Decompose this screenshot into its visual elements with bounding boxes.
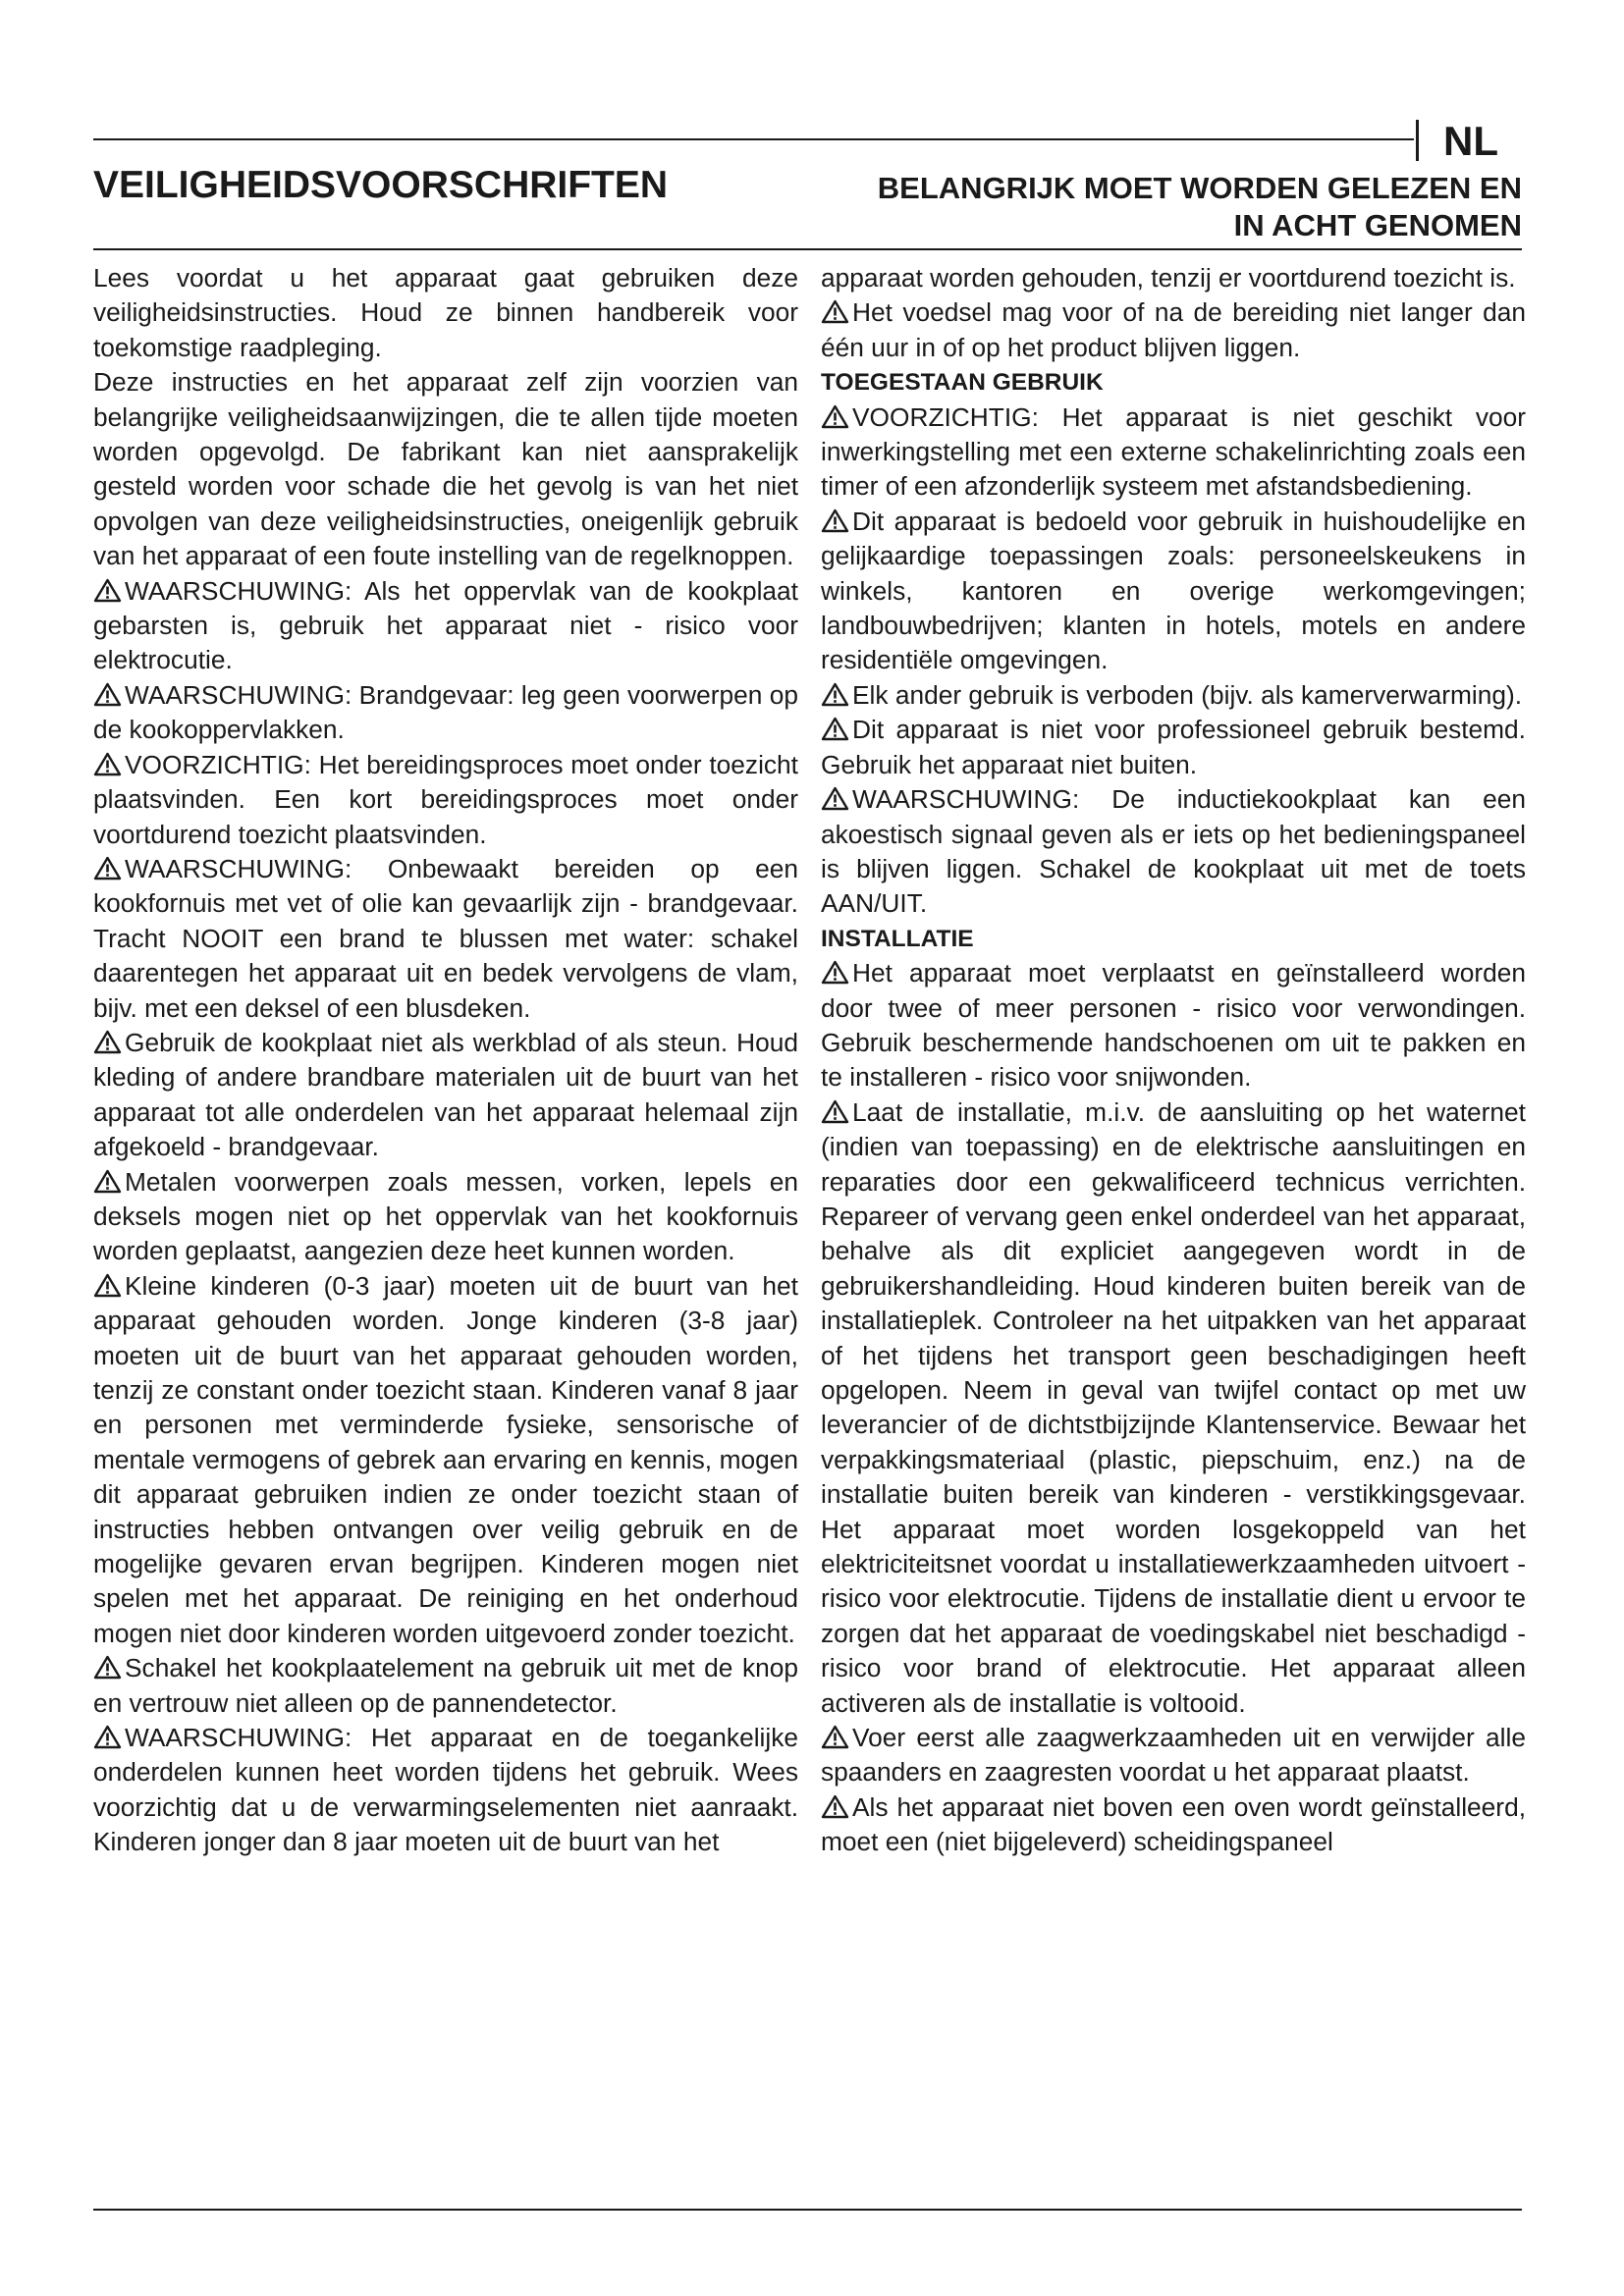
section-heading-text: INSTALLATIE xyxy=(821,925,974,952)
warning-triangle-icon xyxy=(821,682,849,707)
footer-rule xyxy=(93,2209,1522,2211)
paragraph xyxy=(821,261,1526,295)
right-column xyxy=(821,261,1526,1860)
paragraph xyxy=(93,1651,798,1721)
header-rule xyxy=(93,248,1522,250)
section-heading xyxy=(821,922,1526,956)
paragraph xyxy=(821,678,1526,713)
paragraph-text: Het voedsel mag voor of na de bereiding niet langer dan één uur in of op het product blijven liggen. xyxy=(821,297,1526,362)
paragraph-text: Het apparaat moet verplaatst en geïnstalleerd worden door twee of meer personen - risico voor verwondingen. Gebruik beschermende handschoenen om uit te pakken en te installeren - risico voor snijwonden. xyxy=(821,958,1526,1093)
paragraph xyxy=(821,956,1526,1095)
warning-triangle-icon xyxy=(93,856,122,881)
paragraph-text: WAARSCHUWING: Brandgevaar: leg geen voorwerpen op de kookoppervlakken. xyxy=(93,679,798,745)
paragraph xyxy=(93,574,798,678)
warning-triangle-icon xyxy=(93,1655,122,1680)
warning-triangle-icon xyxy=(821,960,849,985)
paragraph-text: Schakel het kookplaatelement na gebruik uit met de knop en vertrouw niet alleen op de pannendetector. xyxy=(93,1653,798,1718)
paragraph-text: Voer eerst alle zaagwerkzaamheden uit en verwijder alle spaanders en zaagresten voordat u het apparaat plaatst. xyxy=(821,1723,1526,1788)
left-column xyxy=(93,261,798,1860)
section-heading xyxy=(821,365,1526,400)
paragraph-text: WAARSCHUWING: Het apparaat en de toegankelijke onderdelen kunnen heet worden tijdens het gebruik. Wees voorzichtig dat u de verwarmingselementen niet aanraakt. Kinderen jonger dan 8 jaar moeten uit de buurt van het xyxy=(93,1723,798,1857)
paragraph-text: VOORZICHTIG: Het apparaat is niet geschikt voor inwerkingstelling met een externe schakelinrichting zoals een timer of een afzonderlijk systeem met afstandsbediening. xyxy=(821,401,1526,502)
page-subtitle xyxy=(776,170,1522,244)
warning-triangle-icon xyxy=(821,299,849,324)
paragraph xyxy=(93,261,798,365)
warning-triangle-icon xyxy=(93,1169,122,1194)
warning-triangle-icon xyxy=(821,508,849,533)
paragraph-text: Elk ander gebruik is verboden (bijv. als kamerverwarming). xyxy=(852,679,1523,710)
section-heading-text: TOEGESTAAN GEBRUIK xyxy=(821,369,1104,397)
paragraph-text: Dit apparaat is bedoeld voor gebruik in huishoudelijke en gelijkaardige toepassingen zoals: personeelskeukens in winkels, kantoren en overige werkomgevingen; landbouwbedrijven; klanten in hotels, motels en andere residentiële omgevingen. xyxy=(821,506,1526,675)
top-rule xyxy=(93,138,1414,140)
paragraph-text: Kleine kinderen (0-3 jaar) moeten uit de buurt van het apparaat gehouden worden. Jonge kinderen (3-8 jaar) moeten uit de buurt van het apparaat gehouden worden, tenzij ze constant onder toezicht staan. Kinderen vanaf 8 jaar en personen met verminderde fysieke, sensorische of mentale vermogens of gebrek aan ervaring en kennis, mogen dit apparaat gebruiken indien ze onder toezicht staan of instructies hebben ontvangen over veilig gebruik en de mogelijke gevaren ervan begrijpen. Kinderen mogen niet spelen met het apparaat. De reiniging en het onderhoud mogen niet door kinderen worden uitgevoerd zonder toezicht. xyxy=(93,1270,798,1648)
paragraph-text: Deze instructies en het apparaat zelf zijn voorzien van belangrijke veiligheidsaanwijzingen, die te allen tijde moeten worden opgevolgd. De fabrikant kan niet aansprakelijk gesteld worden voor schade die het gevolg is van het niet opvolgen van deze veiligheidsinstructies, oneigenlijk gebruik van het apparaat of een foute instelling van de regelknoppen. xyxy=(93,367,798,571)
page-subtitle-line-1: BELANGRIJK MOET WORDEN GELEZEN EN xyxy=(877,171,1522,205)
warning-triangle-icon xyxy=(93,752,122,776)
warning-triangle-icon xyxy=(93,1725,122,1749)
paragraph xyxy=(93,748,798,852)
paragraph-text: VOORZICHTIG: Het bereidingsproces moet onder toezicht plaatsvinden. Een kort bereidingsproces moet onder voortdurend toezicht plaatsvinden. xyxy=(93,749,798,849)
paragraph-text: WAARSCHUWING: De inductiekookplaat kan een akoestisch signaal geven als er iets op het bedieningspaneel is blijven liggen. Schakel de kookplaat uit met de toets AAN/UIT. xyxy=(821,784,1526,919)
warning-triangle-icon xyxy=(821,1725,849,1749)
warning-triangle-icon xyxy=(93,1030,122,1054)
paragraph xyxy=(821,1721,1526,1790)
paragraph xyxy=(821,400,1526,505)
warning-triangle-icon xyxy=(821,1099,849,1124)
warning-triangle-icon xyxy=(821,1794,849,1819)
paragraph-text: Dit apparaat is niet voor professioneel gebruik bestemd. Gebruik het apparaat niet buiten. xyxy=(821,715,1526,779)
paragraph xyxy=(93,1269,798,1651)
paragraph-text: Laat de installatie, m.i.v. de aansluiting op het waternet (indien van toepassing) en de elektrische aansluitingen en reparaties door een gekwalificeerd technicus verrichten. Repareer of vervang geen enkel onderdeel van het apparaat, behalve als dit expliciet aangegeven wordt in de gebruikershandleiding. Houd kinderen buiten bereik van de installatieplek. Controleer na het uitpakken van het apparaat of het tijdens het transport geen beschadigingen heeft opgelopen. Neem in geval van twijfel contact op met uw leverancier of de dichtstbijzijnde Klantenservice. Bewaar het verpakkingsmateriaal (plastic, piepschuim, enz.) na de installatie buiten bereik van kinderen - verstikkingsgevaar. Het apparaat moet worden losgekoppeld van het elektriciteitsnet voordat u installatiewerkzaamheden uitvoert - risico voor elektrocutie. Tijdens de installatie dient u ervoor te zorgen dat het apparaat de voedingskabel niet beschadigd - risico voor brand of elektrocutie. Het apparaat alleen activeren als de installatie is voltooid. xyxy=(821,1096,1526,1718)
warning-triangle-icon xyxy=(93,682,122,707)
paragraph-text: Als het apparaat niet boven een oven wordt geïnstalleerd, moet een (niet bijgeleverd) scheidingspaneel xyxy=(821,1791,1526,1857)
warning-triangle-icon xyxy=(93,1273,122,1298)
paragraph xyxy=(93,678,798,748)
paragraph-text: Metalen voorwerpen zoals messen, vorken, lepels en deksels mogen niet op het oppervlak van het kookfornuis worden geplaatst, aangezien deze heet kunnen worden. xyxy=(93,1166,798,1266)
paragraph xyxy=(821,505,1526,678)
page-subtitle-line-2: IN ACHT GENOMEN xyxy=(1233,208,1522,242)
paragraph xyxy=(93,365,798,573)
paragraph xyxy=(821,713,1526,782)
paragraph-text: apparaat worden gehouden, tenzij er voortdurend toezicht is. xyxy=(821,263,1516,293)
language-code: NL xyxy=(1443,118,1498,164)
paragraph xyxy=(93,1165,798,1269)
paragraph xyxy=(821,782,1526,922)
warning-triangle-icon xyxy=(821,786,849,811)
paragraph-text: WAARSCHUWING: Als het oppervlak van de kookplaat gebarsten is, gebruik het apparaat niet - risico voor elektrocutie. xyxy=(93,575,798,675)
warning-triangle-icon xyxy=(821,404,849,429)
paragraph xyxy=(93,1721,798,1860)
paragraph-text: Lees voordat u het apparaat gaat gebruiken deze veiligheidsinstructies. Houd ze binnen handbereik voor toekomstige raadpleging. xyxy=(93,263,798,362)
paragraph-text: Gebruik de kookplaat niet als werkblad of als steun. Houd kleding of andere brandbare materialen uit de buurt van het apparaat tot alle onderdelen van het apparaat helemaal zijn afgekoeld - brandgevaar. xyxy=(93,1027,798,1162)
paragraph xyxy=(821,1095,1526,1721)
paragraph xyxy=(93,852,798,1026)
paragraph xyxy=(93,1026,798,1165)
page-title: VEILIGHEIDSVOORSCHRIFTEN xyxy=(93,164,669,206)
paragraph xyxy=(821,1790,1526,1860)
language-bar xyxy=(1416,120,1419,161)
warning-triangle-icon xyxy=(93,578,122,603)
paragraph-text: WAARSCHUWING: Onbewaakt bereiden op een kookfornuis met vet of olie kan gevaarlijk zijn - brandgevaar. Tracht NOOIT een brand te blussen met water: schakel daarentegen het apparaat uit en bedek vervolgens de vlam, bijv. met een deksel of een blusdeken. xyxy=(93,853,798,1023)
warning-triangle-icon xyxy=(821,717,849,741)
paragraph xyxy=(821,295,1526,365)
